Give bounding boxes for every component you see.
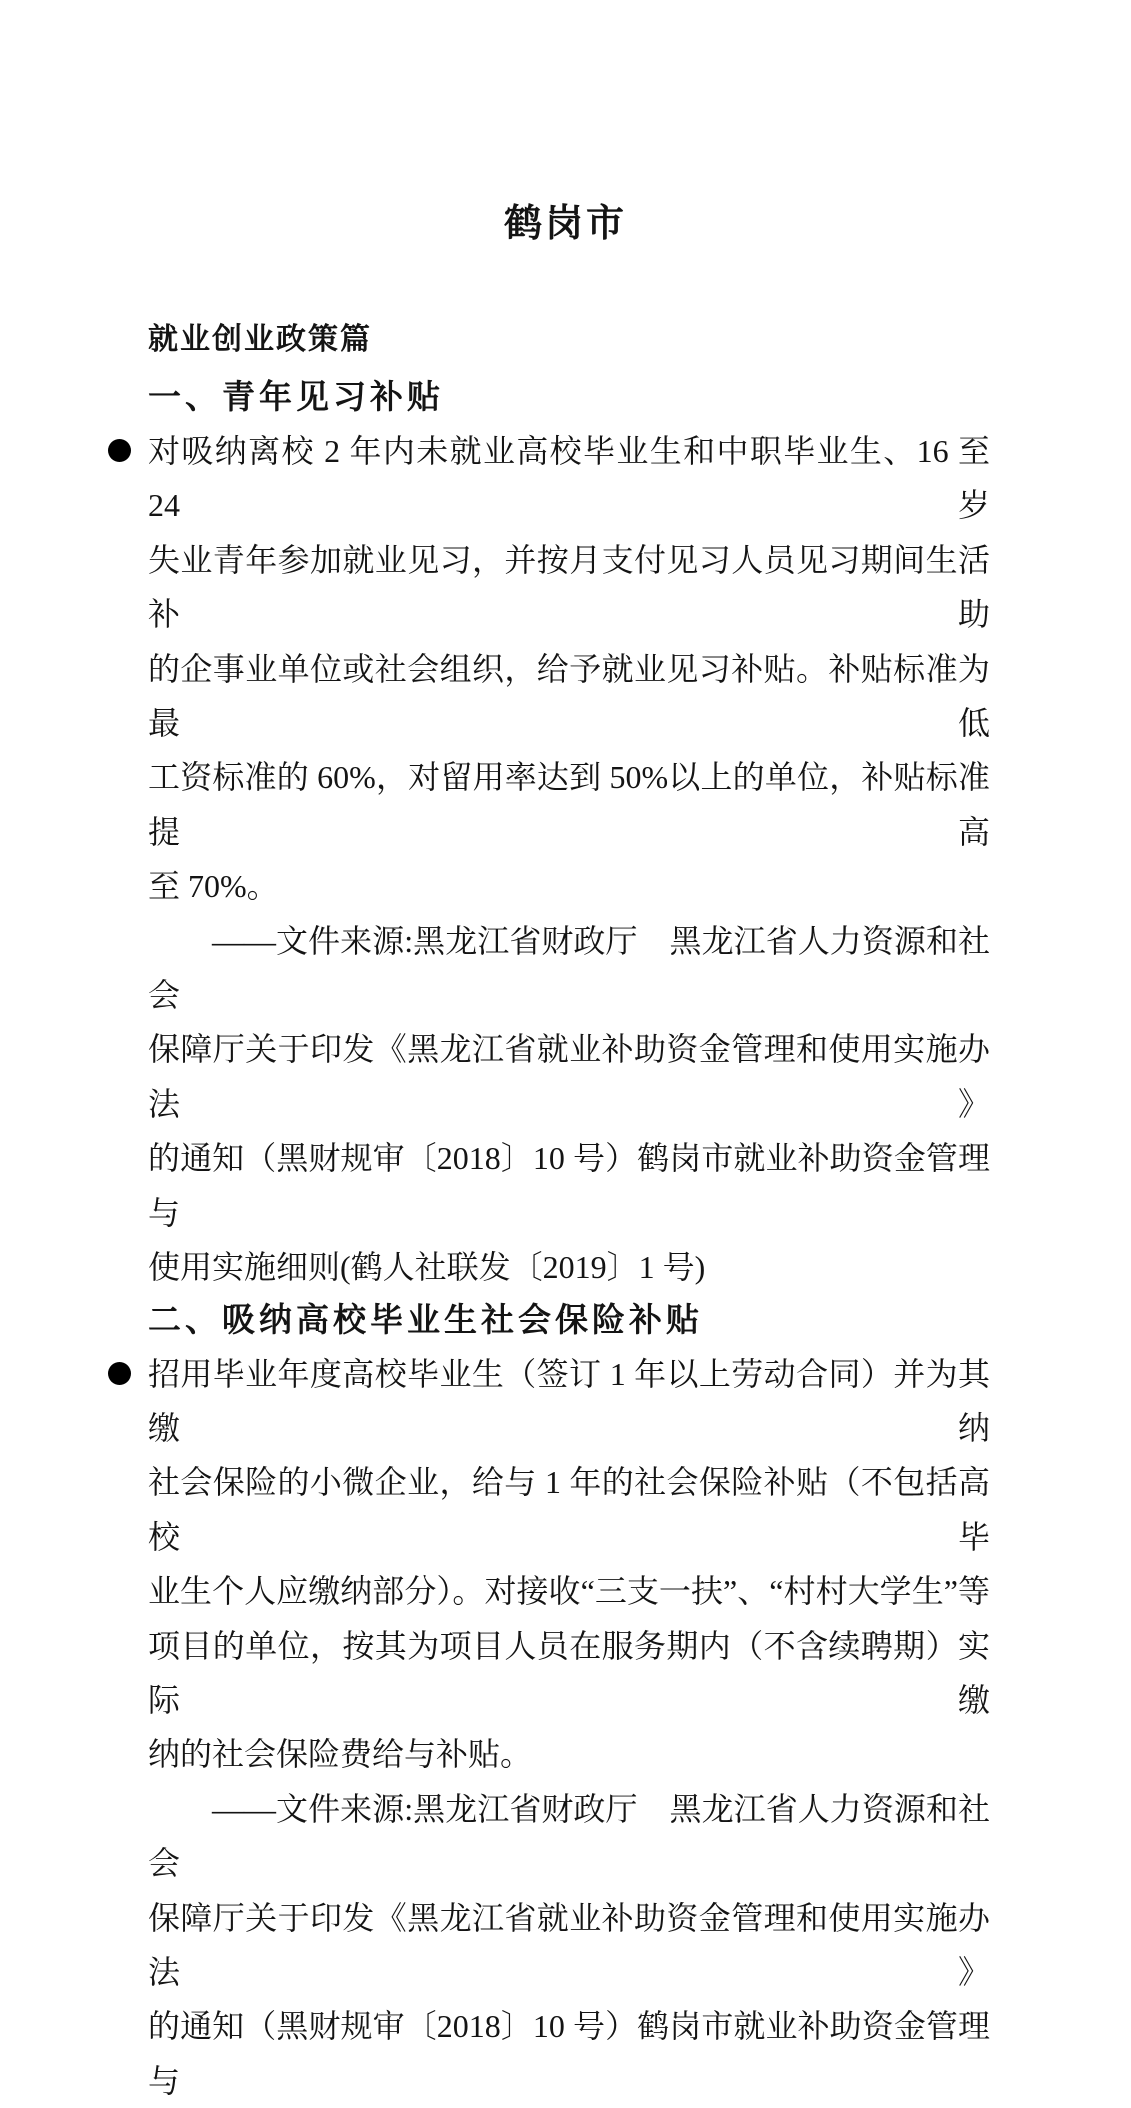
text-line: ——文件来源:黑龙江省财政厅 黑龙江省人力资源和社会 xyxy=(148,1790,990,1882)
text-line: 的通知（黑财规审〔2018〕10 号）鹤岗市就业补助资金管理与 xyxy=(148,1140,990,1231)
text-line: 的通知（黑财规审〔2018〕10 号）鹤岗市就业补助资金管理与 xyxy=(148,2008,990,2099)
text-line: 业生个人应缴纳部分）。对接收“三支一扶”、“村村大学生”等 xyxy=(148,1573,990,1610)
section-header: 就业创业政策篇 xyxy=(148,323,372,356)
text-line: 纳的社会保险费给与补贴。 xyxy=(148,1736,533,1773)
text-line: 使用实施细则(鹤人社联发〔2019〕1 号) xyxy=(148,1249,706,1286)
source-para xyxy=(148,914,990,1295)
text-line: 保障厅关于印发《黑龙江省就业补助资金管理和使用实施办法》 xyxy=(148,1031,990,1122)
document-body xyxy=(0,372,1131,2108)
numbered-heading: 二、吸纳高校毕业生社会保险补贴 xyxy=(148,1302,703,1339)
text-line: ——文件来源:黑龙江省财政厅 黑龙江省人力资源和社会 xyxy=(148,922,990,1014)
text-line: 保障厅关于印发《黑龙江省就业补助资金管理和使用实施办法》 xyxy=(148,1899,990,1990)
bullet-para xyxy=(148,1347,990,1782)
source-para xyxy=(148,1782,990,2108)
text-line: 失业青年参加就业见习，并按月支付见习人员见习期间生活补助 xyxy=(148,541,990,633)
text-line: 工资标准的 60%，对留用率达到 50%以上的单位，补贴标准提高 xyxy=(148,759,990,850)
text-line: 招用毕业年度高校毕业生（签订 1 年以上劳动合同）并为其缴纳 xyxy=(148,1355,990,1446)
document-page xyxy=(0,200,1131,2099)
bullet-para xyxy=(148,424,990,914)
text-line: 的企事业单位或社会组织，给予就业见习补贴。补贴标准为最低 xyxy=(148,650,990,742)
numbered-heading: 一、青年见习补贴 xyxy=(148,380,444,416)
text-line: 项目的单位，按其为项目人员在服务期内（不含续聘期）实际缴 xyxy=(148,1627,990,1718)
text-line: 至 70%。 xyxy=(148,868,279,905)
text-line: 对吸纳离校 2 年内未就业高校毕业生和中职毕业生、16 至 24 岁 xyxy=(148,433,990,524)
bullet-icon xyxy=(108,1362,131,1385)
page-title: 鹤岗市 xyxy=(503,203,627,245)
text-line: 社会保险的小微企业，给与 1 年的社会保险补贴（不包括高校毕 xyxy=(148,1464,990,1555)
bullet-icon xyxy=(108,439,131,462)
